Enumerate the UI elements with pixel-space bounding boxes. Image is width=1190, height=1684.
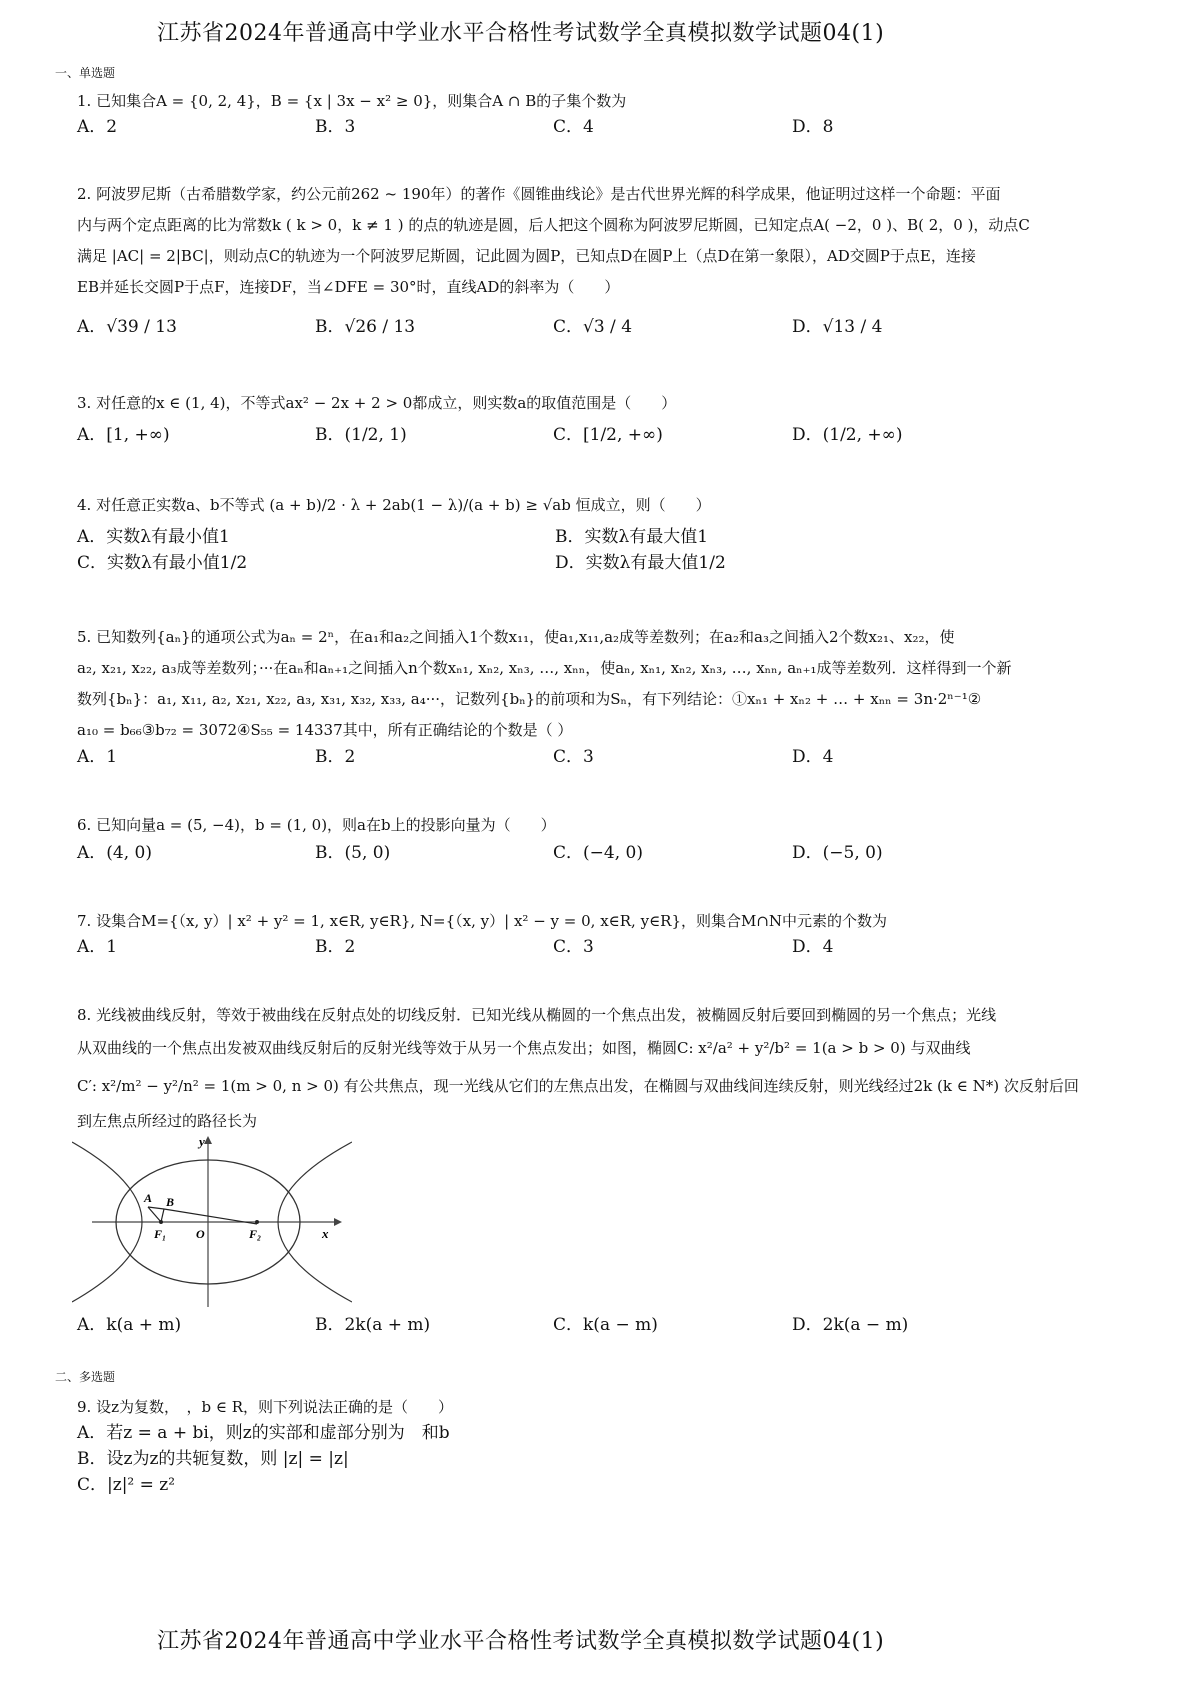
y-axis-arrow [204,1136,212,1144]
question-3-option-a: A．[1, +∞) [77,425,170,445]
question-5-line-4: a₁₀ = b₆₆③b₇₂ = 3072④S₅₅ = 14337其中，所有正确结论的个数是（ ） [77,721,573,739]
point-a-label: A [144,1191,153,1205]
question-4-option-a: A．实数λ有最小值1 [77,527,230,547]
question-8-option-d: D．2k(a − m) [792,1315,909,1335]
question-2-option-a: A．√39 / 13 [77,317,177,337]
question-4-option-b: B．实数λ有最大值1 [555,527,709,547]
light-ray-f1-a [148,1207,161,1222]
point-b-label: B [166,1195,175,1209]
question-8-line-3: C′: x²/m² − y²/n² = 1(m > 0, n > 0) 有公共焦点，现一光线从它们的左焦点出发，在椭圆与双曲线间连续反射，则光线经过2k (k ∈ N*) 次反射后回 [77,1077,1079,1095]
page-title: 江苏省2024年普通高中学业水平合格性考试数学全真模拟数学试题04(1) [157,21,885,46]
question-9-option-b: B．设z为z的共轭复数，则 |z| = |z| [77,1449,349,1469]
ellipse-hyperbola-figure [72,1132,352,1312]
question-9-option-a: A．若z = a + bi，则z的实部和虚部分别为 和b [77,1423,450,1443]
question-2-option-c: C．√3 / 4 [553,317,633,337]
question-5-option-d: D．4 [792,747,834,767]
y-axis-label: y [199,1134,205,1149]
question-1-option-b: B．3 [315,117,356,137]
question-3-option-d: D．(1/2, +∞) [792,425,903,445]
origin-label: O [196,1227,205,1241]
question-6-text: 6. 已知向量a = (5, −4)，b = (1, 0)，则a在b上的投影向量为（ ） [77,816,556,834]
question-7-option-d: D．4 [792,937,834,957]
question-1-option-d: D．8 [792,117,834,137]
focus-f1-point [159,1220,163,1224]
question-7-option-c: C．3 [553,937,594,957]
question-7-option-a: A．1 [77,937,118,957]
question-5-line-1: 5. 已知数列{aₙ}的通项公式为aₙ = 2ⁿ，在a₁和a₂之间插入1个数x₁₁，使a₁,x₁₁,a₂成等差数列；在a₂和a₃之间插入2个数x₂₁、x₂₂，使 [77,628,955,646]
focus-f2-point [255,1220,259,1224]
light-ray-b-f1 [161,1209,164,1222]
x-axis-label: x [322,1226,329,1241]
question-4-text: 4. 对任意正实数a、b不等式 (a + b)/2 · λ + 2ab(1 − λ)/(a + b) ≥ √ab 恒成立，则（ ） [77,496,711,514]
question-5-option-b: B．2 [315,747,356,767]
question-4-option-d: D．实数λ有最大值1/2 [555,553,726,573]
question-4-option-c: C．实数λ有最小值1/2 [77,553,248,573]
question-6-option-b: B．(5, 0) [315,843,391,863]
section-heading-single: 一、单选题 [55,66,116,80]
question-7-text: 7. 设集合M={（x, y）| x² + y² = 1, x∈R, y∈R}, N={（x, y）| x² − y = 0, x∈R, y∈R}，则集合M∩N中元素的个数为 [77,912,888,930]
focus-f2-label: F₂ [249,1227,262,1241]
question-5-line-2: a₂, x₂₁, x₂₂, a₃成等差数列；···在aₙ和aₙ₊₁之间插入n个数xₙ₁, xₙ₂, xₙ₃, …, xₙₙ，使aₙ, xₙ₁, xₙ₂, xₙ₃, …, xₙₙ, aₙ₊₁成等差数列．这样得到一个新 [77,659,1012,677]
x-axis-arrow [334,1218,342,1226]
focus-f1-label: F₁ [154,1227,167,1241]
question-8-line-4: 到左焦点所经过的路径长为 [77,1112,258,1130]
question-7-option-b: B．2 [315,937,356,957]
question-8-option-a: A．k(a + m) [77,1315,182,1335]
question-6-option-c: C．(−4, 0) [553,843,643,863]
question-9-option-c: C．|z|² = z² [77,1475,176,1495]
question-8-option-b: B．2k(a + m) [315,1315,431,1335]
question-3-option-b: B．(1/2, 1) [315,425,407,445]
question-2-option-b: B．√26 / 13 [315,317,416,337]
question-1-option-c: C．4 [553,117,594,137]
question-8-line-2: 从双曲线的一个焦点出发被双曲线反射后的反射光线等效于从另一个焦点发出；如图，椭圆C: x²/a² + y²/b² = 1(a > b > 0) 与双曲线 [77,1039,971,1057]
section-heading-multi: 二、多选题 [55,1370,116,1384]
question-8-option-c: C．k(a − m) [553,1315,658,1335]
light-ray-a-b [148,1207,164,1209]
question-3-text: 3. 对任意的x ∈ (1, 4)，不等式ax² − 2x + 2 > 0都成立，则实数a的取值范围是（ ） [77,394,677,412]
question-6-option-a: A．(4, 0) [77,843,152,863]
question-2-option-d: D．√13 / 4 [792,317,883,337]
question-2-line-3: 满足 |AC| = 2|BC|，则动点C的轨迹为一个阿波罗尼斯圆，记此圆为圆P，已知点D在圆P上（点D在第一象限），AD交圆P于点E，连接 [77,247,976,265]
question-9-text: 9. 设z为复数， ，b ∈ R，则下列说法正确的是（ ） [77,1398,454,1416]
question-3-option-c: C．[1/2, +∞) [553,425,663,445]
question-6-option-d: D．(−5, 0) [792,843,883,863]
question-2-line-4: EB并延长交圆P于点F，连接DF，当∠DFE = 30°时，直线AD的斜率为（ ） [77,278,620,296]
question-5-option-c: C．3 [553,747,594,767]
question-2-line-1: 2. 阿波罗尼斯（古希腊数学家，约公元前262 ~ 190年）的著作《圆锥曲线论》是古代世界光辉的科学成果，他证明过这样一个命题：平面 [77,185,1001,203]
question-1-text: 1. 已知集合A = {0, 2, 4}，B = {x | 3x − x² ≥ 0}，则集合A ∩ B的子集个数为 [77,92,627,110]
question-5-option-a: A．1 [77,747,118,767]
page-footer-title: 江苏省2024年普通高中学业水平合格性考试数学全真模拟数学试题04(1) [157,1629,885,1654]
question-8-line-1: 8. 光线被曲线反射，等效于被曲线在反射点处的切线反射．已知光线从椭圆的一个焦点出发，被椭圆反射后要回到椭圆的另一个焦点；光线 [77,1006,997,1024]
question-5-line-3: 数列{bₙ}：a₁, x₁₁, a₂, x₂₁, x₂₂, a₃, x₃₁, x₃₂, x₃₃, a₄···，记数列{bₙ}的前项和为Sₙ，有下列结论：①xₙ₁ + xₙ₂ + … + xₙₙ = 3n·2ⁿ⁻¹② [77,690,982,708]
question-1-option-a: A．2 [77,117,118,137]
question-2-line-2: 内与两个定点距离的比为常数k ( k > 0，k ≠ 1 ) 的点的轨迹是圆，后人把这个圆称为阿波罗尼斯圆，已知定点A( −2，0 )、B( 2，0 )，动点C [77,216,1030,234]
